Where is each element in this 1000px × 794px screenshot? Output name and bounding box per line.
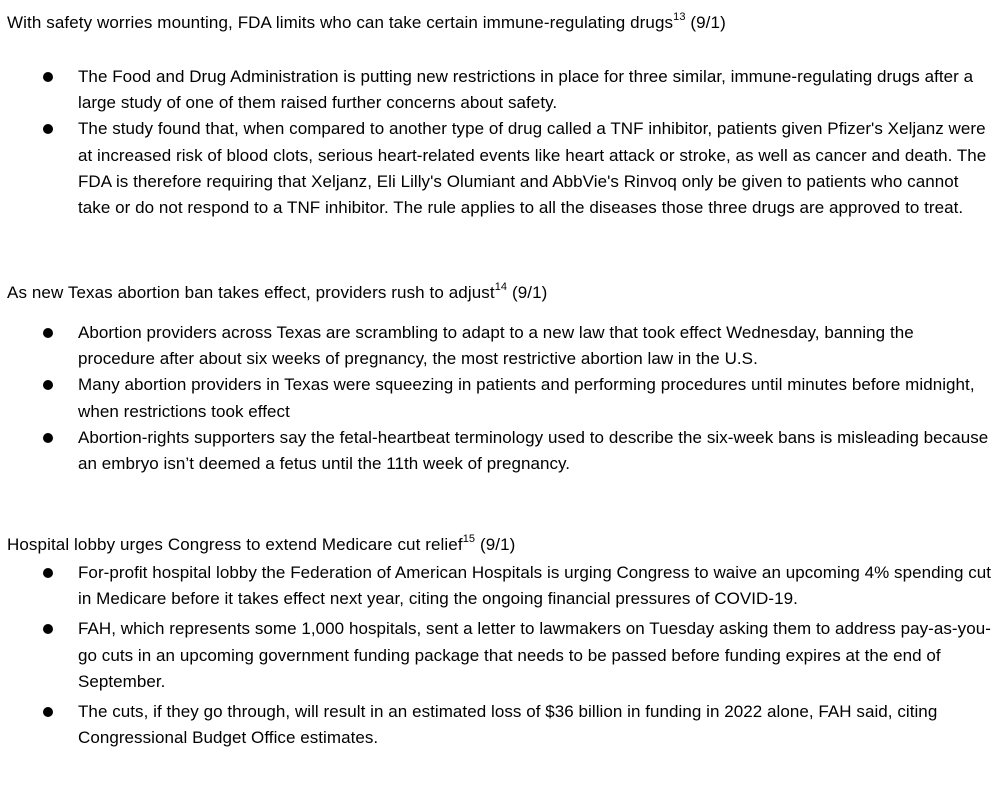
headline-text: As new Texas abortion ban takes effect, providers rush to adjust — [7, 283, 495, 302]
bullet-text: For-profit hospital lobby the Federation of American Hospitals is urging Congress to waive an upcoming 4% spending cut in Medicare before it takes effect next year, citing the ongoing financial pressures of COVID-19. — [78, 563, 992, 609]
bullet-text: Many abortion providers in Texas were squeezing in patients and performing procedures until minutes before midnight, when restrictions took effect — [78, 375, 975, 421]
article-headline — [7, 280, 547, 306]
bullet-list — [0, 320, 1000, 477]
bullet-icon — [43, 328, 53, 338]
bullet-text: The study found that, when compared to another type of drug called a TNF inhibitor, patients given Pfizer's Xeljanz were at increased risk of blood clots, serious heart-related events like heart attack or stroke, as well as cancer and death. The FDA is therefore requiring that Xeljanz, Eli Lilly's Olumiant and AbbVie's Rinvoq only be given to patients who cannot take or do not respond to a TNF inhibitor. The rule applies to all the diseases those three drugs are approved to treat. — [78, 119, 987, 218]
headline-text: With safety worries mounting, FDA limits who can take certain immune-regulating drugs — [7, 13, 674, 32]
headline-date: (9/1) — [475, 535, 516, 554]
bullet-icon — [43, 624, 53, 634]
bullet-text: Abortion-rights supporters say the fetal-heartbeat terminology used to describe the six-week bans is misleading because an embryo isn’t deemed a fetus until the 11th week of pregnancy. — [78, 427, 989, 474]
bullet-icon — [43, 380, 53, 390]
bullet-list — [0, 64, 1000, 221]
bullet-icon — [43, 568, 53, 578]
list-item — [0, 560, 1000, 612]
list-item — [0, 320, 1000, 372]
bullet-text: The cuts, if they go through, will result in an estimated loss of $36 billion in funding in 2022 alone, FAH said, citing Congressional Budget Office estimates. — [78, 702, 938, 748]
list-item — [0, 64, 1000, 116]
article-headline — [7, 10, 726, 36]
bullet-icon — [43, 72, 53, 82]
bullet-text: The Food and Drug Administration is putting new restrictions in place for three similar, immune-regulating drugs after a large study of one of them raised further concerns about safety. — [78, 67, 974, 113]
list-item — [0, 372, 1000, 424]
bullet-icon — [43, 124, 53, 134]
bullet-text: FAH, which represents some 1,000 hospitals, sent a letter to lawmakers on Tuesday asking them to address pay-as-you-go cuts in an upcoming government funding package that needs to be passed before funding expires at the end of September. — [78, 619, 991, 691]
headline-text: Hospital lobby urges Congress to extend Medicare cut relief — [7, 535, 463, 554]
headline-date: (9/1) — [507, 283, 548, 302]
footnote-marker: 14 — [494, 281, 508, 294]
article-headline — [7, 532, 515, 558]
list-item — [0, 425, 1000, 477]
bullet-list — [0, 560, 1000, 751]
footnote-marker: 13 — [673, 11, 686, 24]
list-item — [0, 616, 1000, 695]
bullet-text: Abortion providers across Texas are scrambling to adapt to a new law that took effect Wednesday, banning the procedure after about six weeks of pregnancy, the most restrictive abortion law in the U.S. — [78, 323, 914, 369]
bullet-icon — [43, 433, 53, 443]
footnote-marker: 15 — [462, 533, 476, 546]
headline-date: (9/1) — [685, 13, 726, 32]
bullet-icon — [43, 707, 53, 717]
list-item — [0, 116, 1000, 221]
list-item — [0, 699, 1000, 751]
